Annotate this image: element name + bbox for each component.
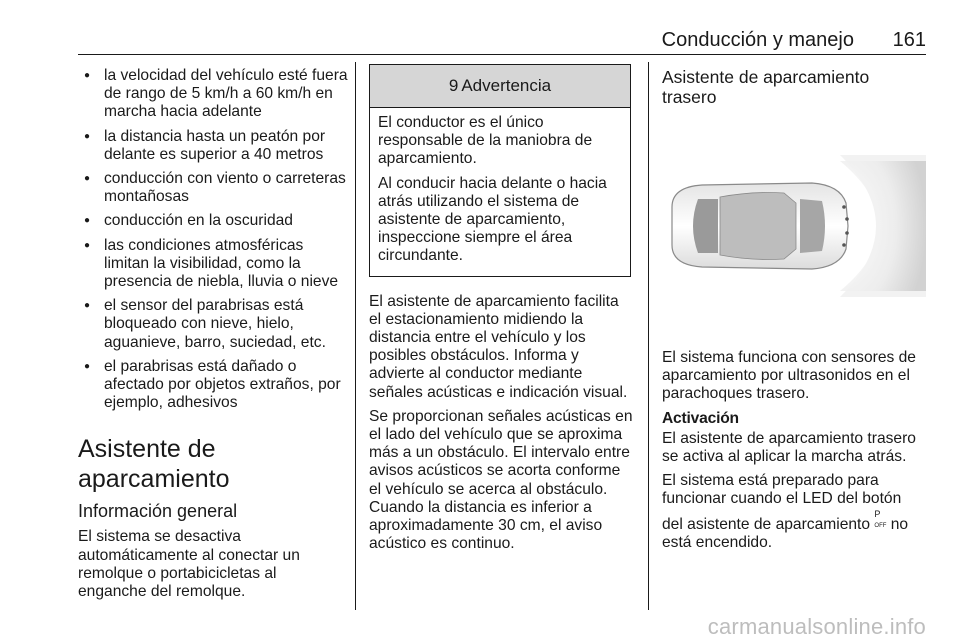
parking-symbol: P [874, 508, 881, 519]
header-title: Conducción y manejo [661, 29, 854, 51]
list-item: ● las condiciones atmosféricas limitan la visibilidad, como la presencia de niebla, lluvia o nieve [78, 237, 348, 292]
list-item: ● el sensor del parabrisas está bloqueado con nieve, hielo, aguanieve, barro, suciedad, etc. [78, 297, 348, 352]
section-title: Asistente de aparcamiento trasero [662, 67, 870, 107]
list-item: ● conducción en la oscuridad [78, 212, 348, 230]
section-title: Asistente de aparcamiento [78, 435, 230, 494]
body-paragraph: El asistente de aparcamiento trasero se activa al aplicar la marcha atrás. [662, 429, 916, 466]
activation-text: no está encendido. [662, 515, 909, 551]
body-paragraph [662, 472, 926, 552]
parking-assist-button-icon [874, 509, 886, 531]
header-rule [78, 54, 926, 55]
list-item: ● la distancia hasta un peatón por delante es superior a 40 metros [78, 128, 348, 164]
page-number: 161 [892, 29, 926, 51]
warning-body [370, 108, 630, 276]
car-top-view-sensor-icon [662, 121, 926, 331]
warning-title: Advertencia [461, 75, 552, 95]
activation-title: Activación [662, 409, 739, 427]
watermark: carmanualsonline.info [707, 614, 926, 639]
list-item: ● conducción con viento o carreteras montañosas [78, 170, 348, 206]
activation-text: El sistema está preparado para funcionar cuando el LED del botón del asistente de aparcamiento [662, 472, 902, 533]
page-header [78, 28, 926, 52]
body-paragraph: El sistema se desactiva automáticamente al conectar un remolque o portabicicletas al enganche del remolque. [78, 528, 300, 601]
column-divider-2 [648, 62, 649, 610]
column-1 [78, 67, 348, 607]
warning-paragraph: Al conducir hacia delante o hacia atrás utilizando el sistema de asistente de aparcamiento, inspeccione siempre el área circundante. [378, 174, 607, 265]
column-divider-1 [355, 62, 356, 610]
condition-list [78, 67, 348, 412]
list-item: ● el parabrisas está dañado o afectado por objetos extraños, por ejemplo, adhesivos [78, 358, 348, 413]
warning-header [370, 65, 630, 108]
body-paragraph: El asistente de aparcamiento facilita el estacionamiento midiendo la distancia entre el vehículo y los posibles obstáculos. Informa y advierte al conductor mediante señales acústicas e indicación visual. [369, 292, 628, 401]
warning-paragraph: El conductor es el único responsable de la maniobra de aparcamiento. [378, 114, 593, 168]
warning-icon: 9 [448, 75, 459, 95]
column-2 [369, 64, 633, 559]
subsection-title: Información general [78, 501, 238, 522]
body-paragraph: Se proporcionan señales acústicas en el lado del vehículo que se aproxima más a un obstáculo. El intervalo entre avisos acústicos se acorta conforme el vehículo se acerca al obstáculo. Cuando la distancia es inferior a aproximadamente 30 cm, el aviso acústico es continuo. [369, 407, 633, 553]
column-3 [662, 67, 926, 558]
body-paragraph: El sistema funciona con sensores de aparcamiento por ultrasonidos en el parachoques trasero. [662, 349, 916, 403]
parking-symbol-off: OFF [874, 522, 887, 529]
list-item: ● la velocidad del vehículo esté fuera de rango de 5 km/h a 60 km/h en marcha hacia adelante [78, 67, 348, 122]
warning-box [369, 64, 631, 277]
